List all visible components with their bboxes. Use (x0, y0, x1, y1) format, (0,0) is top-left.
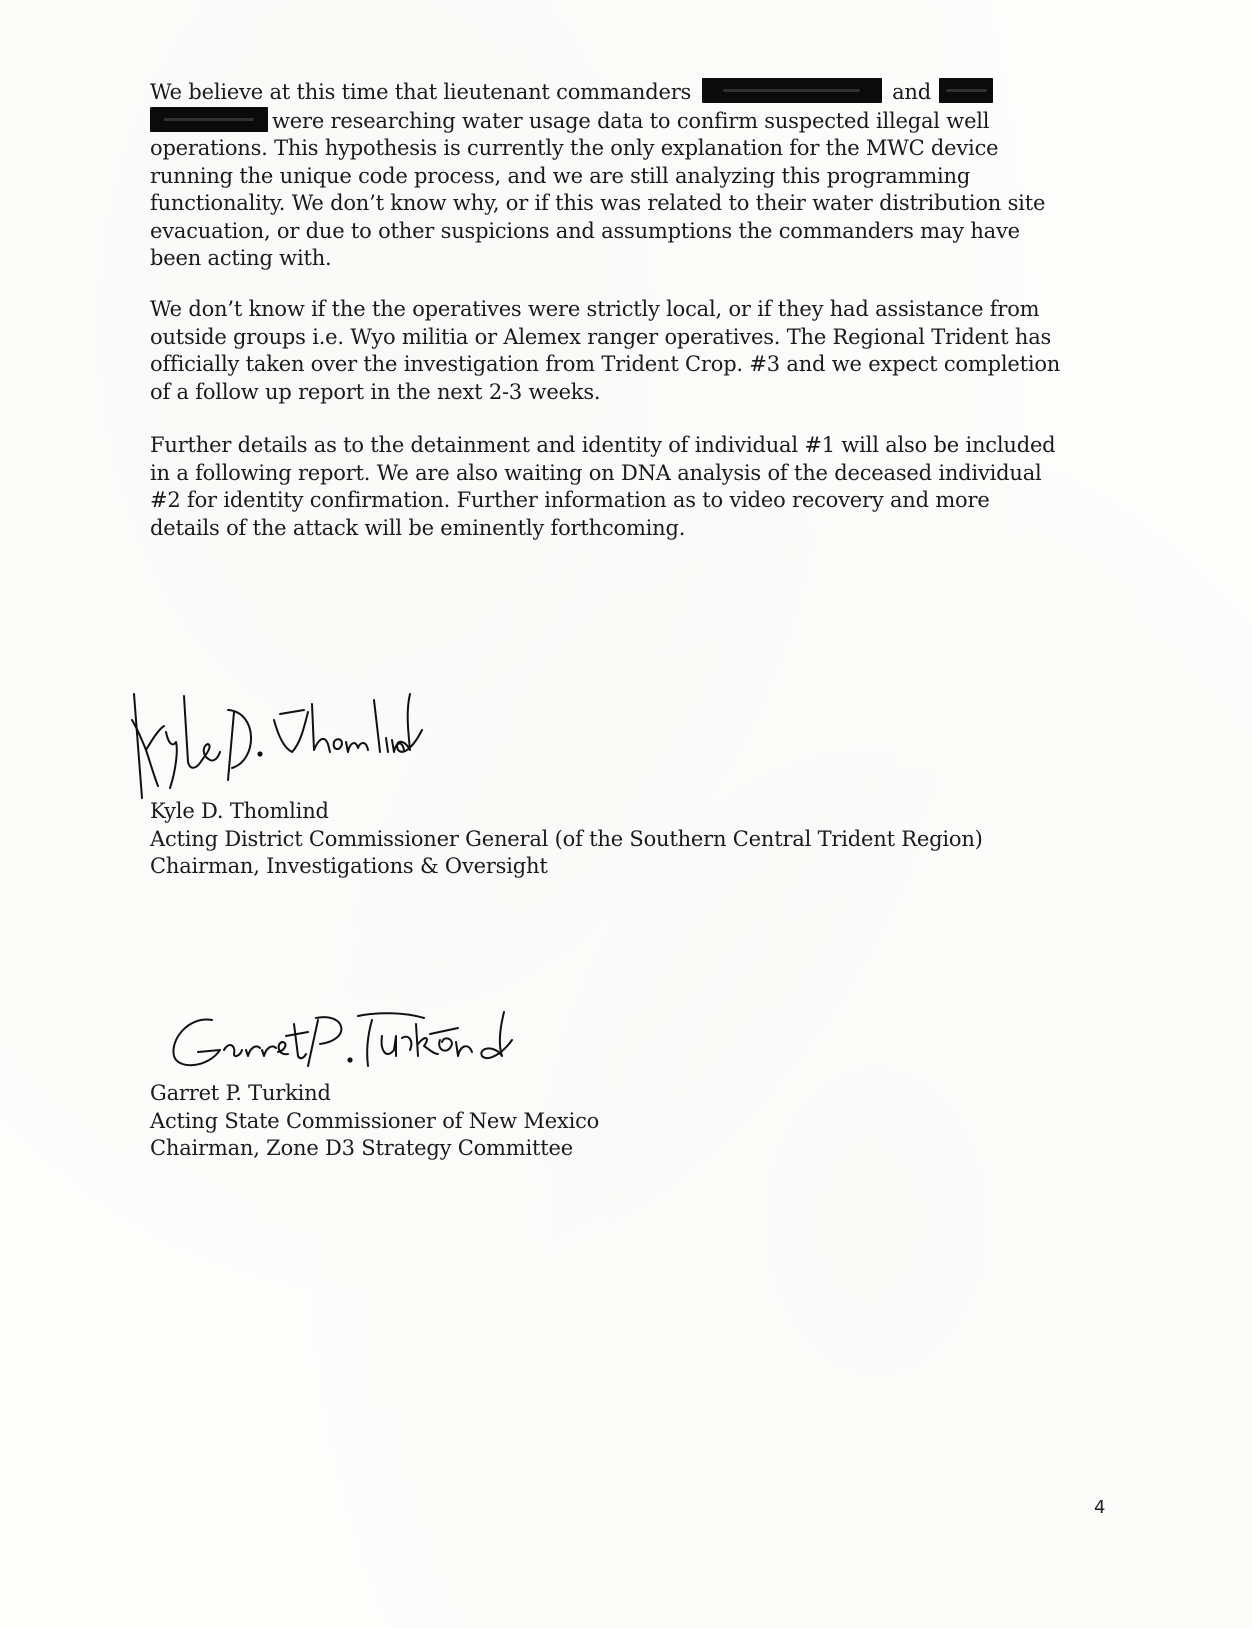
signature-garret-turkind (168, 1010, 518, 1090)
paragraph-1 (150, 78, 1100, 273)
redaction-bar (939, 78, 993, 103)
text-line: in a following report. We are also waiting on DNA analysis of the deceased individual (150, 460, 1042, 485)
signatory-title: Acting District Commissioner General (of the Southern Central Trident Region) (150, 826, 983, 851)
text-line: been acting with. (150, 246, 332, 270)
text-line: of a follow up report in the next 2-3 weeks. (150, 379, 601, 404)
signature-kyle-thomlind (128, 690, 428, 800)
text-line: #2 for identity confirmation. Further information as to video recovery and more (150, 488, 990, 512)
redaction-bar (150, 107, 268, 132)
redaction-bar (702, 78, 882, 103)
signatory-name: Garret P. Turkind (150, 1081, 331, 1105)
text-line: details of the attack will be eminently forthcoming. (150, 515, 686, 540)
text-line: outside groups i.e. Wyo militia or Alemex ranger operatives. The Regional Trident has (150, 324, 1052, 349)
signature-block-2 (150, 1080, 599, 1163)
text-line: officially taken over the investigation from Trident Crop. #3 and we expect completion (150, 352, 1061, 376)
signatory-title: Acting State Commissioner of New Mexico (150, 1108, 600, 1133)
text-line: evacuation, or due to other suspicions and assumptions the commanders may have (150, 218, 1020, 243)
text-line: We don’t know if the the operatives were strictly local, or if they had assistance from (150, 297, 1040, 321)
text-line: operations. This hypothesis is currently the only explanation for the MWC device (150, 136, 999, 160)
text-segment: We believe at this time that lieutenant commanders (150, 80, 692, 104)
text-line: running the unique code process, and we are still analyzing this programming (150, 163, 971, 188)
text-segment: and (892, 80, 931, 104)
text-line: Further details as to the detainment and identity of individual #1 will also be included (150, 433, 1056, 457)
page-number: 4 (1094, 1497, 1106, 1518)
paragraph-3 (150, 432, 1100, 542)
signatory-title: Chairman, Zone D3 Strategy Committee (150, 1136, 573, 1160)
text-line: functionality. We don’t know why, or if this was related to their water distribution site (150, 191, 1046, 215)
signatory-name: Kyle D. Thomlind (150, 799, 329, 823)
signature-block-1 (150, 798, 983, 881)
text-line (150, 107, 1100, 136)
text-line (150, 78, 1100, 107)
text-segment: were researching water usage data to confirm suspected illegal well (272, 108, 990, 133)
paragraph-2 (150, 296, 1100, 406)
signatory-title: Chairman, Investigations & Oversight (150, 854, 548, 878)
